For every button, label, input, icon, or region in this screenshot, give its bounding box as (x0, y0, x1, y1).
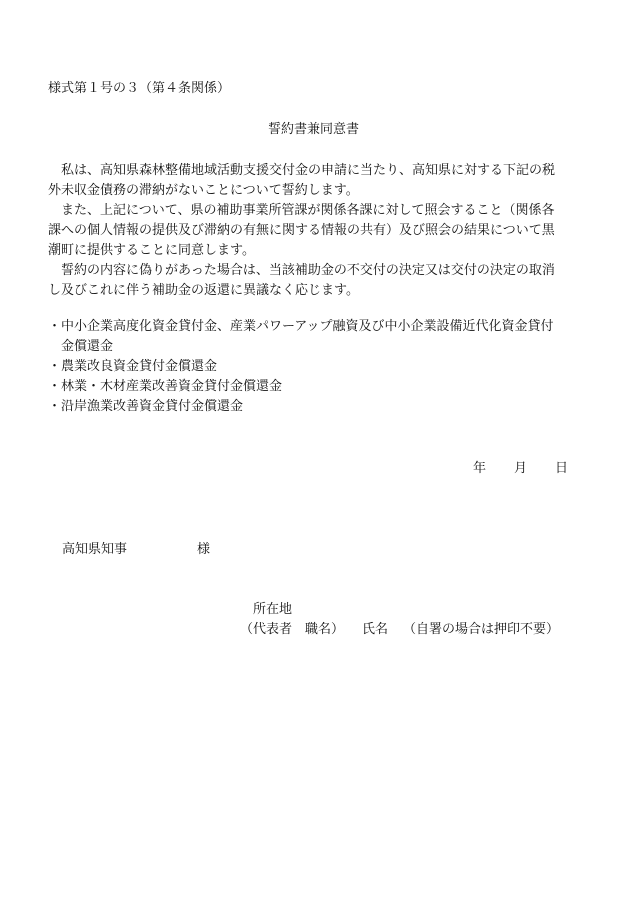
date-year-label: 年 (473, 461, 487, 476)
paragraph-falsehood (48, 261, 588, 301)
list-item-text: 農業改良資金貸付金償還金 (61, 359, 218, 374)
list-item (48, 317, 608, 357)
list-item-text (61, 317, 608, 357)
paragraph-line: し及びこれに伴う補助金の返還に異議なく応じます。 (48, 283, 359, 298)
paragraph-consent (48, 201, 588, 261)
paragraph-line: 潮町に提供することに同意します。 (48, 243, 255, 258)
bullet-marker: ・ (48, 379, 62, 394)
list-item-text: 沿岸漁業改善資金貸付金償還金 (61, 399, 244, 414)
document-title: 誓約書兼同意書 (268, 122, 360, 137)
addressee-name: 高知県知事 (62, 542, 128, 557)
paragraph-line: 誓約の内容に偽りがあった場合は、当該補助金の不交付の決定又は交付の決定の取消 (61, 263, 555, 278)
paragraph-line: 私は、高知県森林整備地域活動支援交付金の申請に当たり、高知県に対する下記の税 (61, 163, 556, 178)
list-item (48, 377, 608, 397)
list-item-line: 中小企業高度化資金貸付金、産業パワーアップ融資及び中小企業設備近代化資金貸付 (61, 319, 554, 334)
paragraph-line: 課への個人情報の提供及び滞納の有無に関する情報の共有）及び照会の結果について黒 (48, 223, 555, 238)
paragraph-line: また、上記について、県の補助事業所管課が関係各課に対して照会すること（関係各 (61, 203, 555, 218)
paragraph-line: 外未収金債務の滞納がないことについて誓約します。 (48, 183, 359, 198)
addressee-honorific: 様 (197, 542, 211, 557)
form-number: 様式第１号の３（第４条関係） (48, 81, 231, 96)
debt-list (48, 317, 608, 417)
applicant-representative-label: （代表者 職名） (240, 622, 345, 637)
date-month-label: 月 (514, 461, 528, 476)
seal-note: （自署の場合は押印不要） (403, 622, 560, 637)
applicant-name-label: 氏名 (362, 622, 389, 637)
bullet-marker: ・ (48, 319, 62, 334)
applicant-address-label: 所在地 (253, 602, 293, 617)
bullet-marker: ・ (48, 399, 62, 414)
list-item (48, 357, 608, 377)
bullet-marker: ・ (48, 359, 62, 374)
list-item-text: 林業・木材産業改善資金貸付金償還金 (61, 379, 283, 394)
paragraph-pledge (48, 161, 588, 201)
list-item-line: 金償還金 (61, 339, 114, 354)
date-day-label: 日 (555, 461, 569, 476)
list-item (48, 397, 608, 417)
